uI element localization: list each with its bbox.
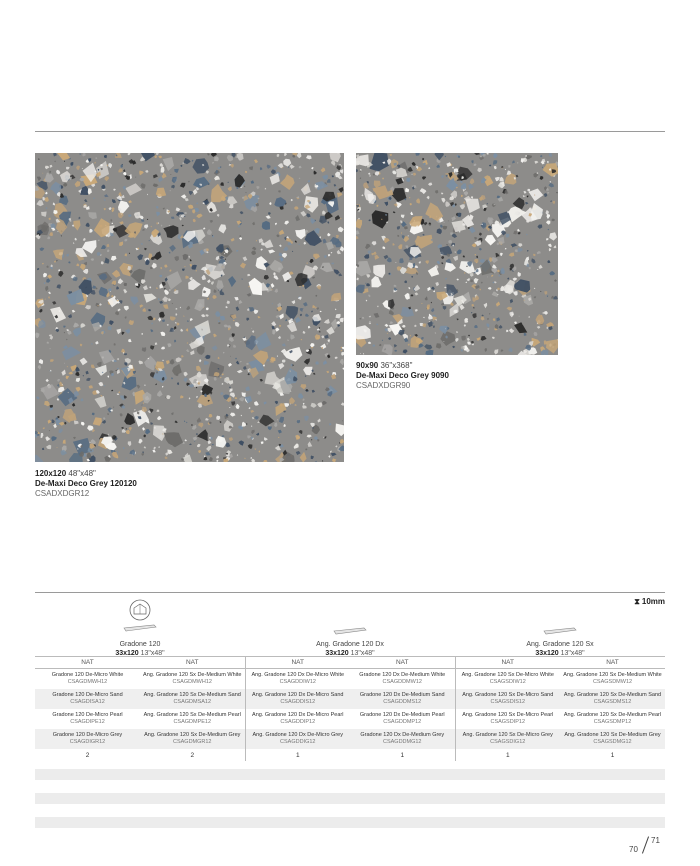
product-item-name: Gradone 120 Dx De-Medium Grey (360, 732, 445, 738)
tile-size: 90x90 (356, 361, 379, 370)
column-header: NAT (245, 657, 350, 669)
tile-name: De-Maxi Deco Grey 9090 (356, 371, 449, 380)
product-table (35, 656, 665, 761)
product-item-code: CSAGDDMS12 (383, 699, 422, 705)
step-product-icon (540, 598, 580, 640)
product-item-code: CSAGDMPE12 (173, 719, 212, 725)
column-header: NAT (350, 657, 455, 669)
product-item-name: Ang. Gradone 120 Sx De-Micro Sand (462, 692, 554, 698)
quantity-cell: 2 (140, 749, 245, 761)
tile-name: De-Maxi Deco Grey 120120 (35, 479, 137, 488)
product-item-code: CSAGDMWH12 (67, 679, 108, 685)
column-header: NAT (560, 657, 665, 669)
table-cell (455, 729, 560, 749)
table-cell (35, 729, 140, 749)
table-header-row (35, 657, 665, 669)
thickness-icon: ⧗ (634, 597, 640, 606)
tile-code: CSADXDGR12 (35, 489, 90, 498)
thickness-value: 10mm (641, 597, 665, 606)
table-row (35, 729, 665, 749)
table-cell (560, 709, 665, 729)
table-row (35, 689, 665, 709)
column-header: NAT (140, 657, 245, 669)
product-item-name: Ang. Gradone 120 Dx De-Micro White (251, 672, 345, 678)
product-item-code: CSAGDDIS12 (280, 699, 316, 705)
product-item-code: CSAGDMWH12 (172, 679, 212, 685)
table-cell (140, 669, 245, 690)
product-size-inches: 13"x48" (350, 650, 375, 657)
product-item-code: CSAGSDIP12 (490, 719, 526, 725)
table-cell (350, 709, 455, 729)
product-name: Gradone 120 (119, 641, 161, 648)
step-product-icon (120, 598, 160, 640)
product-header-gradone-dx (245, 598, 455, 658)
product-item-code: CSAGSDMP12 (593, 719, 632, 725)
table-row (35, 669, 665, 690)
product-item-code: CSAGDDIP12 (280, 719, 316, 725)
tile-size-inches: 36"x368" (380, 361, 413, 370)
table-cell (455, 709, 560, 729)
product-name: Ang. Gradone 120 Sx (526, 641, 594, 648)
product-item-code: CSAGDDIW12 (279, 679, 316, 685)
step-product-icon (330, 598, 370, 640)
table-cell (35, 669, 140, 690)
product-item-name: Ang. Gradone 120 Sx De-Medium Grey (564, 732, 661, 738)
tile-caption-90x90 (356, 361, 449, 391)
column-header: NAT (455, 657, 560, 669)
table-cell (140, 729, 245, 749)
product-item-code: CSAGDISA12 (70, 699, 105, 705)
table-row (35, 709, 665, 729)
quantity-cell: 1 (350, 749, 455, 761)
product-item-name: Gradone 120 Dx De-Medium White (359, 672, 446, 678)
table-cell (35, 709, 140, 729)
table-cell (560, 689, 665, 709)
product-size: 33x120 (535, 650, 559, 657)
table-cell (35, 689, 140, 709)
product-item-code: CSAGSDIG12 (490, 739, 526, 745)
product-item-code: CSAGDDMP12 (383, 719, 422, 725)
page-number-right: 71 (651, 836, 660, 845)
product-item-name: Ang. Gradone 120 Sx De-Medium Sand (143, 692, 241, 698)
quantity-cell: 1 (560, 749, 665, 761)
product-size-inches: 13"x48" (560, 650, 585, 657)
quantity-cell: 2 (35, 749, 140, 761)
tile-image-90x90 (356, 153, 558, 355)
tile-code: CSADXDGR90 (356, 381, 411, 390)
product-header-gradone (35, 598, 245, 658)
table-cell (140, 709, 245, 729)
product-item-name: Ang. Gradone 120 Sx De-Micro White (461, 672, 554, 678)
product-item-name: Ang. Gradone 120 Sx De-Medium Pearl (143, 712, 241, 718)
tile-image-120x120 (35, 153, 344, 462)
table-cell (245, 669, 350, 690)
product-item-name: Ang. Gradone 120 Sx De-Medium White (143, 672, 242, 678)
product-item-name: Ang. Gradone 120 Sx De-Medium Grey (144, 732, 241, 738)
product-item-code: CSAGDMGR12 (172, 739, 212, 745)
product-item-code: CSAGDDMW12 (382, 679, 422, 685)
terrazzo-texture (35, 153, 344, 462)
table-cell (245, 689, 350, 709)
product-item-name: Ang. Gradone 120 Sx De-Medium Sand (563, 692, 662, 698)
product-item-code: CSAGDIGR12 (69, 739, 106, 745)
page-number-separator (642, 836, 649, 853)
product-item-name: Gradone 120 De-Micro Grey (52, 732, 123, 738)
product-size-inches: 13"x48" (140, 650, 165, 657)
quantity-cell: 1 (245, 749, 350, 761)
product-size: 33x120 (325, 650, 349, 657)
product-item-code: CSAGSDIS12 (490, 699, 526, 705)
terrazzo-texture (356, 153, 558, 355)
table-cell (245, 729, 350, 749)
product-item-name: Ang. Gradone 120 Dx De-Micro Pearl (252, 712, 344, 718)
product-item-name: Ang. Gradone 120 Dx De-Micro Grey (252, 732, 343, 738)
table-cell (245, 709, 350, 729)
table-cell (350, 729, 455, 749)
product-item-name: Gradone 120 De-Micro White (51, 672, 124, 678)
page-number-left: 70 (629, 845, 638, 854)
product-header-gradone-sx (455, 598, 665, 658)
empty-row-band (35, 769, 665, 780)
product-size: 33x120 (115, 650, 139, 657)
tile-size-inches: 48"x48" (68, 469, 96, 478)
product-item-code: CSAGDDMG12 (382, 739, 422, 745)
tile-size: 120x120 (35, 469, 67, 478)
table-cell (455, 669, 560, 690)
table-cell (140, 689, 245, 709)
product-item-name: Ang. Gradone 120 Sx De-Micro Pearl (462, 712, 554, 718)
product-item-code: CSAGDMSA12 (173, 699, 212, 705)
product-item-code: CSAGSDMW12 (592, 679, 633, 685)
table-cell (350, 689, 455, 709)
product-item-name: Gradone 120 De-Micro Sand (52, 692, 123, 698)
product-item-name: Ang. Gradone 120 Sx De-Medium White (563, 672, 662, 678)
product-item-name: Gradone 120 Dx De-Medium Sand (359, 692, 445, 698)
empty-row-band (35, 793, 665, 804)
table-cell (560, 669, 665, 690)
product-item-name: Gradone 120 Dx De-Medium Pearl (359, 712, 445, 718)
product-item-name: Gradone 120 De-Micro Pearl (52, 712, 123, 718)
product-item-code: CSAGSDMG12 (593, 739, 632, 745)
product-item-code: CSAGSDMS12 (593, 699, 632, 705)
table-cell (455, 689, 560, 709)
product-name: Ang. Gradone 120 Dx (316, 641, 384, 648)
empty-row-band (35, 817, 665, 828)
column-header: NAT (35, 657, 140, 669)
product-item-code: CSAGDIPE12 (70, 719, 105, 725)
quantity-row (35, 749, 665, 761)
table-cell (560, 729, 665, 749)
product-item-name: Ang. Gradone 120 Dx De-Micro Sand (252, 692, 344, 698)
top-divider (35, 131, 665, 132)
product-item-name: Ang. Gradone 120 Sx De-Micro Grey (462, 732, 553, 738)
tile-caption-120x120 (35, 469, 137, 499)
product-item-code: CSAGDDIG12 (280, 739, 316, 745)
product-item-name: Ang. Gradone 120 Sx De-Medium Pearl (563, 712, 662, 718)
quantity-cell: 1 (455, 749, 560, 761)
table-cell (350, 669, 455, 690)
table-divider (35, 592, 665, 593)
product-item-code: CSAGSDIW12 (489, 679, 526, 685)
